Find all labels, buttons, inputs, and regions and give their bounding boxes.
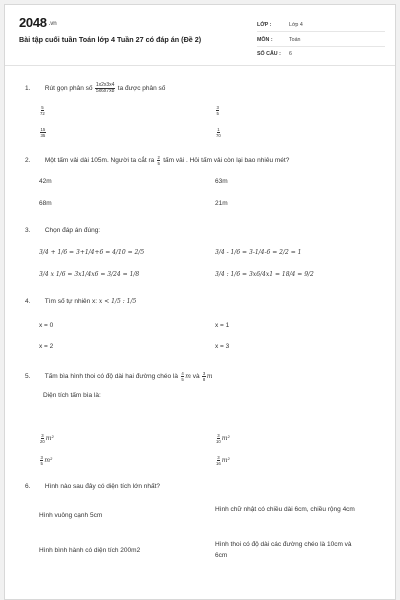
meta-divider: [257, 46, 385, 47]
unit: m²: [44, 457, 53, 465]
numerator: 15: [40, 127, 46, 132]
question-text: Rút gọn phân số: [44, 85, 93, 93]
question-text: Một tấm vải dài 105m. Người ta cắt ra: [44, 157, 155, 165]
fraction: [40, 127, 46, 138]
worksheet-page: [4, 4, 396, 600]
denominator: 5: [157, 161, 160, 166]
question-1: [25, 83, 380, 94]
answer-option-d[interactable]: x = 3: [215, 343, 230, 350]
meta-key: MÔN :: [257, 37, 273, 43]
question-number: 5.: [25, 373, 31, 381]
numerator: 5: [41, 105, 44, 110]
question-4: [25, 298, 380, 305]
answer-option-d[interactable]: [215, 455, 230, 466]
numerator: 1x2x3x4: [95, 82, 115, 88]
answer-option-a[interactable]: 42m: [39, 178, 52, 185]
numerator: 3: [40, 455, 43, 460]
unit: m: [206, 373, 213, 381]
unit: m²: [45, 435, 54, 443]
answer-option-b[interactable]: [215, 105, 220, 116]
denominator: 5: [216, 111, 219, 116]
answer-option-d[interactable]: 3/4 : 1/6 = 3x6/4x1 = 18/4 = 9/2: [215, 271, 314, 278]
question-text: Chọn đáp án đúng:: [44, 227, 101, 234]
denominator: 72: [40, 111, 45, 116]
answer-option-c[interactable]: Hình bình hành có diện tích 200m2: [39, 547, 141, 554]
question-number: 4.: [25, 298, 31, 305]
fraction: [40, 455, 43, 466]
numerator: 3: [217, 433, 220, 438]
question-text: Tìm số tự nhiên x:: [44, 298, 98, 305]
meta-value: 6: [289, 51, 292, 57]
meta-divider: [257, 31, 385, 32]
fraction: [181, 371, 184, 382]
logo-text: 2048: [19, 15, 47, 30]
question-text: tấm vải . Hỏi tấm vải còn lại bao nhiêu mét?: [163, 157, 290, 165]
question-2: [25, 155, 380, 166]
fraction: [216, 455, 221, 466]
answer-option-b[interactable]: 3/4 - 1/6 = 3-1/4-6 = 2/2 = 1: [215, 249, 302, 256]
numerator: 3: [202, 371, 206, 376]
denominator: 5x6x7x8: [95, 88, 115, 94]
fraction: [157, 155, 160, 166]
question-text: ta được phân số: [117, 85, 166, 93]
fraction: [95, 83, 115, 94]
answer-option-a[interactable]: Hình vuông cạnh 5cm: [39, 512, 103, 519]
fraction: [40, 433, 45, 444]
answer-option-c[interactable]: 68m: [39, 200, 52, 207]
question-text: Hình nào sau đây có diện tích lớn nhất?: [44, 483, 161, 490]
site-logo[interactable]: [19, 15, 57, 30]
answer-option-c[interactable]: [39, 127, 47, 138]
answer-option-a[interactable]: [39, 105, 46, 116]
denominator: 16: [216, 461, 221, 466]
fraction: [40, 105, 45, 116]
answer-option-d[interactable]: Hình thoi có độ dài các đường chéo là 10cm và 6cm: [215, 541, 352, 559]
numerator: 1: [217, 127, 220, 132]
question-5-subtext: Diện tích tấm bìa là:: [43, 392, 101, 399]
numerator: 2: [157, 155, 160, 160]
answer-option-d[interactable]: [215, 127, 222, 138]
numerator: 3: [216, 105, 219, 110]
question-math: x < 1/5 : 1/5: [98, 298, 137, 305]
fraction: [202, 371, 205, 382]
answer-option-b[interactable]: x = 1: [215, 322, 230, 329]
question-number: 3.: [25, 227, 31, 234]
question-3: [25, 227, 380, 234]
denominator: 5: [40, 461, 43, 466]
fraction: [216, 105, 219, 116]
numerator: 3: [217, 455, 220, 460]
question-number: 1.: [25, 85, 31, 93]
numerator: 3: [41, 433, 44, 438]
question-6: [25, 483, 380, 490]
denominator: 70: [216, 133, 221, 138]
answer-option-a[interactable]: [39, 433, 54, 444]
denominator: 8: [202, 377, 206, 382]
answer-option-c[interactable]: x = 2: [39, 343, 54, 350]
meta-key: LỚP :: [257, 22, 272, 28]
answer-option-b[interactable]: 63m: [215, 178, 228, 185]
logo-suffix: .vn: [48, 20, 57, 27]
fraction: [216, 433, 221, 444]
denominator: 20: [40, 439, 45, 444]
denominator: 35: [40, 133, 46, 138]
answer-option-b[interactable]: Hình chữ nhật có chiều dài 6cm, chiều rộng 4cm: [215, 506, 355, 513]
answer-option-b[interactable]: [215, 433, 230, 444]
unit: m²: [221, 457, 230, 465]
answer-option-a[interactable]: 3/4 + 1/6 = 3+1/4+6 = 4/10 = 2/5: [39, 249, 145, 256]
answer-option-c[interactable]: 3/4 x 1/6 = 3x1/4x6 = 3/24 = 1/8: [39, 271, 140, 278]
conjunction: và: [192, 373, 200, 381]
answer-option-d[interactable]: 21m: [215, 200, 228, 207]
answer-option-a[interactable]: x = 0: [39, 322, 54, 329]
question-5: [25, 371, 380, 382]
unit: m: [185, 373, 191, 381]
question-text: Tấm bìa hình thoi có độ dài hai đường chéo là: [44, 373, 178, 381]
meta-key: SỐ CÂU :: [257, 51, 281, 57]
numerator: 4: [181, 371, 184, 376]
unit: m²: [221, 435, 230, 443]
denominator: 5: [181, 377, 184, 382]
denominator: 10: [216, 439, 221, 444]
question-number: 6.: [25, 483, 31, 490]
worksheet-header: [5, 5, 395, 66]
worksheet-title: Bài tập cuối tuần Toán lớp 4 Tuần 27 có đáp án (Đề 2): [19, 35, 202, 44]
answer-option-c[interactable]: [39, 455, 53, 466]
question-number: 2.: [25, 157, 31, 165]
meta-value: Lớp 4: [289, 22, 303, 28]
meta-value: Toán: [289, 37, 301, 43]
fraction: [216, 127, 221, 138]
